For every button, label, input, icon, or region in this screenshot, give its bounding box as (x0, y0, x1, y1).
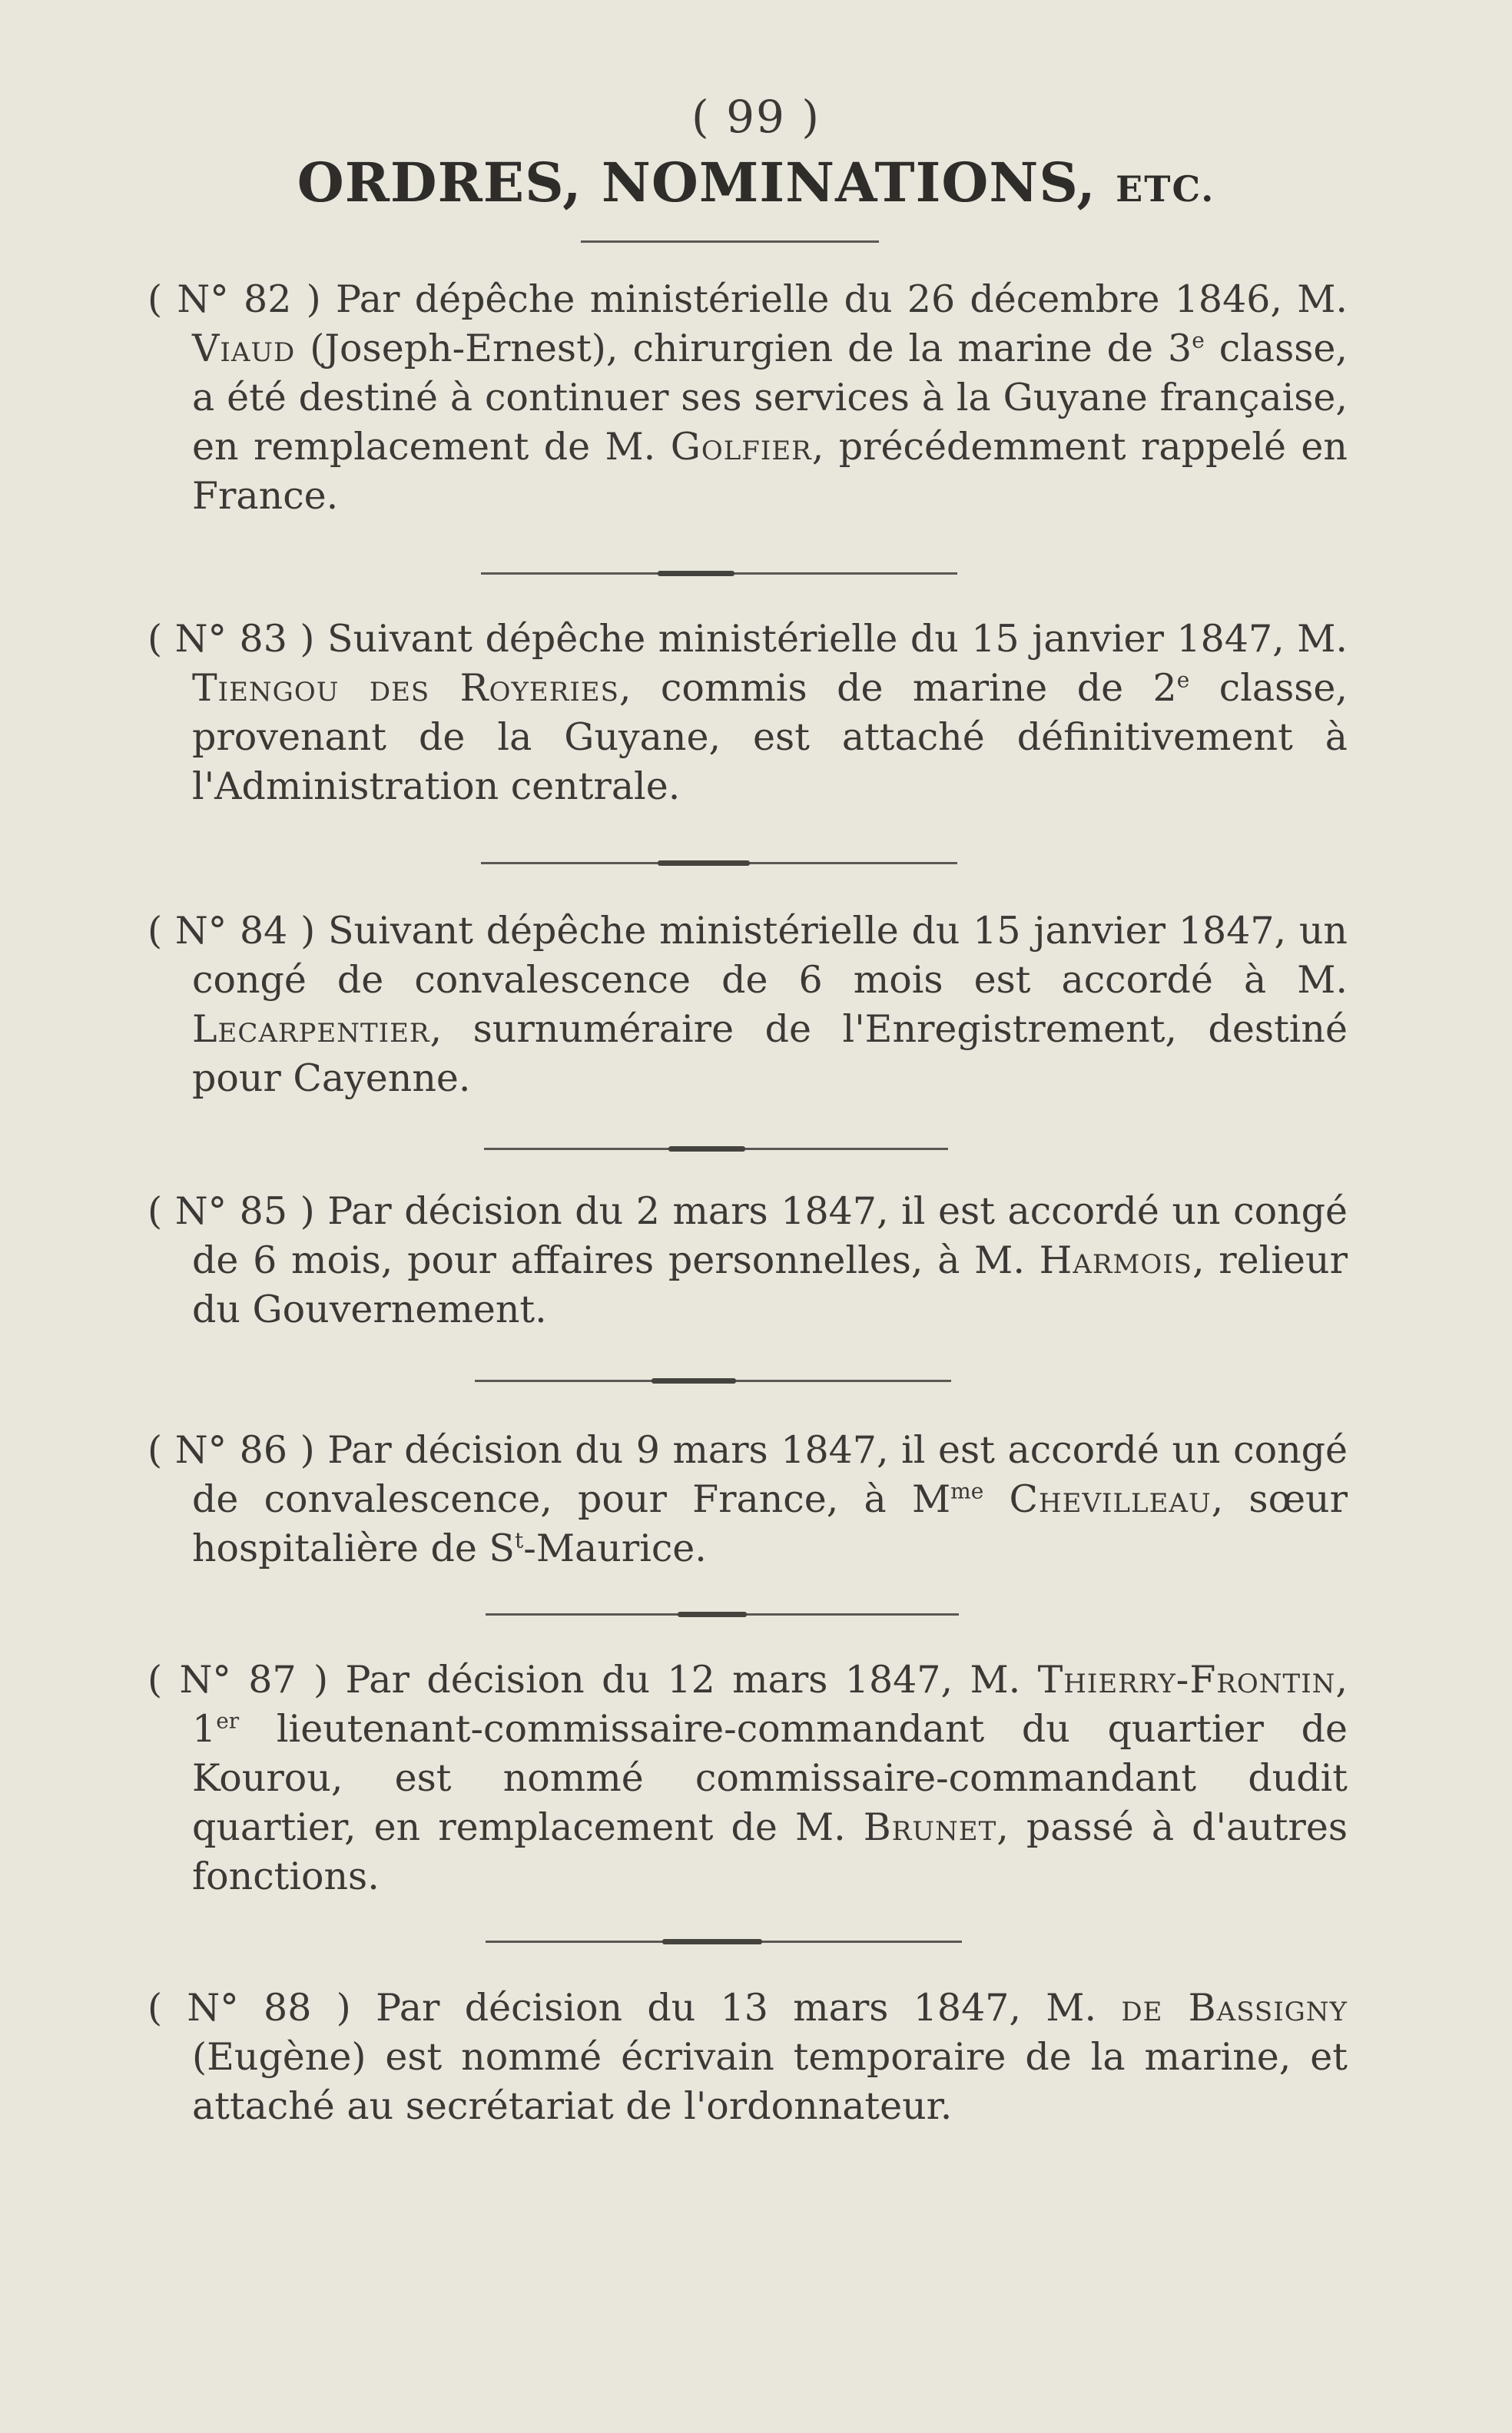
separator-rule (481, 572, 957, 575)
person-name: Lecarpentier (192, 1007, 430, 1051)
separator-rule (475, 1380, 951, 1382)
entry-number: ( N° 84 ) (148, 909, 316, 953)
entry-number: ( N° 83 ) (148, 617, 315, 661)
section-heading (0, 151, 1512, 214)
separator-rule (486, 1941, 962, 1943)
page-number: ( 99 ) (691, 91, 821, 143)
entry-86: ( N° 86 ) Par décision du 9 mars 1847, il est accordé un congé de convalescence, pour France, à $M^{me}$ Chevilleau, sœur hospitalière de $S^t$-Maurice. (148, 1428, 1348, 1570)
separator-rule (484, 1148, 948, 1150)
person-name: Chevilleau (1009, 1477, 1212, 1521)
entry-number: ( N° 87 ) (148, 1658, 329, 1702)
entry-87: ( N° 87 ) Par décision du 12 mars 1847, M. Thierry-Frontin, 1er lieutenant-commissaire-commandant du quartier de Kourou, est nommé commissaire-commandant dudit quartier, en remplacement de M. Brunet, passé à d'autres fonctions. (148, 1658, 1348, 1898)
person-name: Brunet (863, 1805, 997, 1849)
entry-85: ( N° 85 ) Par décision du 2 mars 1847, il est accordé un congé de 6 mois, pour affaires personnelles, à M. Harmois, relieur du Gouvernement. (148, 1189, 1348, 1331)
separator-rule (481, 862, 957, 864)
entry-number: ( N° 88 ) (148, 1986, 351, 2030)
person-name: de Bassigny (1121, 1986, 1348, 2030)
entry-88: ( N° 88 ) Par décision du 13 mars 1847, M. de Bassigny (Eugène) est nommé écrivain temporaire de la marine, et attaché au secrétariat de l'ordonnateur. (148, 1986, 1348, 2128)
entry-number: ( N° 82 ) (148, 277, 321, 321)
entry-84: ( N° 84 ) Suivant dépêche ministérielle du 15 janvier 1847, un congé de convalescence de 6 mois est accordé à M. Lecarpentier, surnuméraire de l'Enregistrement, destiné pour Cayenne. (148, 909, 1348, 1100)
entry-number: ( N° 85 ) (148, 1189, 315, 1233)
entry-number: ( N° 86 ) (148, 1428, 315, 1472)
person-name: Thierry-Frontin (1037, 1658, 1336, 1702)
heading-rule (581, 240, 879, 243)
person-name: Golfier (670, 425, 812, 469)
person-name: Tiengou des Royeries (192, 666, 619, 710)
person-name: Viaud (192, 326, 296, 370)
separator-rule (486, 1613, 959, 1616)
person-name: Harmois (1039, 1238, 1192, 1282)
heading-main: ORDRES, NOMINATIONS, (297, 151, 1096, 214)
heading-etc: ETC. (1116, 168, 1215, 210)
entry-82: ( N° 82 ) Par dépêche ministérielle du 26 décembre 1846, M. Viaud (Joseph-Ernest), chirurgien de la marine de 3e classe, a été destiné à continuer ses services à la Guyane française, en remplacement de M. Golfier, précédemment rappelé en France. (148, 277, 1348, 518)
entry-83: ( N° 83 ) Suivant dépêche ministérielle du 15 janvier 1847, M. Tiengou des Royeries, commis de marine de 2e classe, provenant de la Guyane, est attaché définitivement à l'Administration centrale. (148, 617, 1348, 808)
